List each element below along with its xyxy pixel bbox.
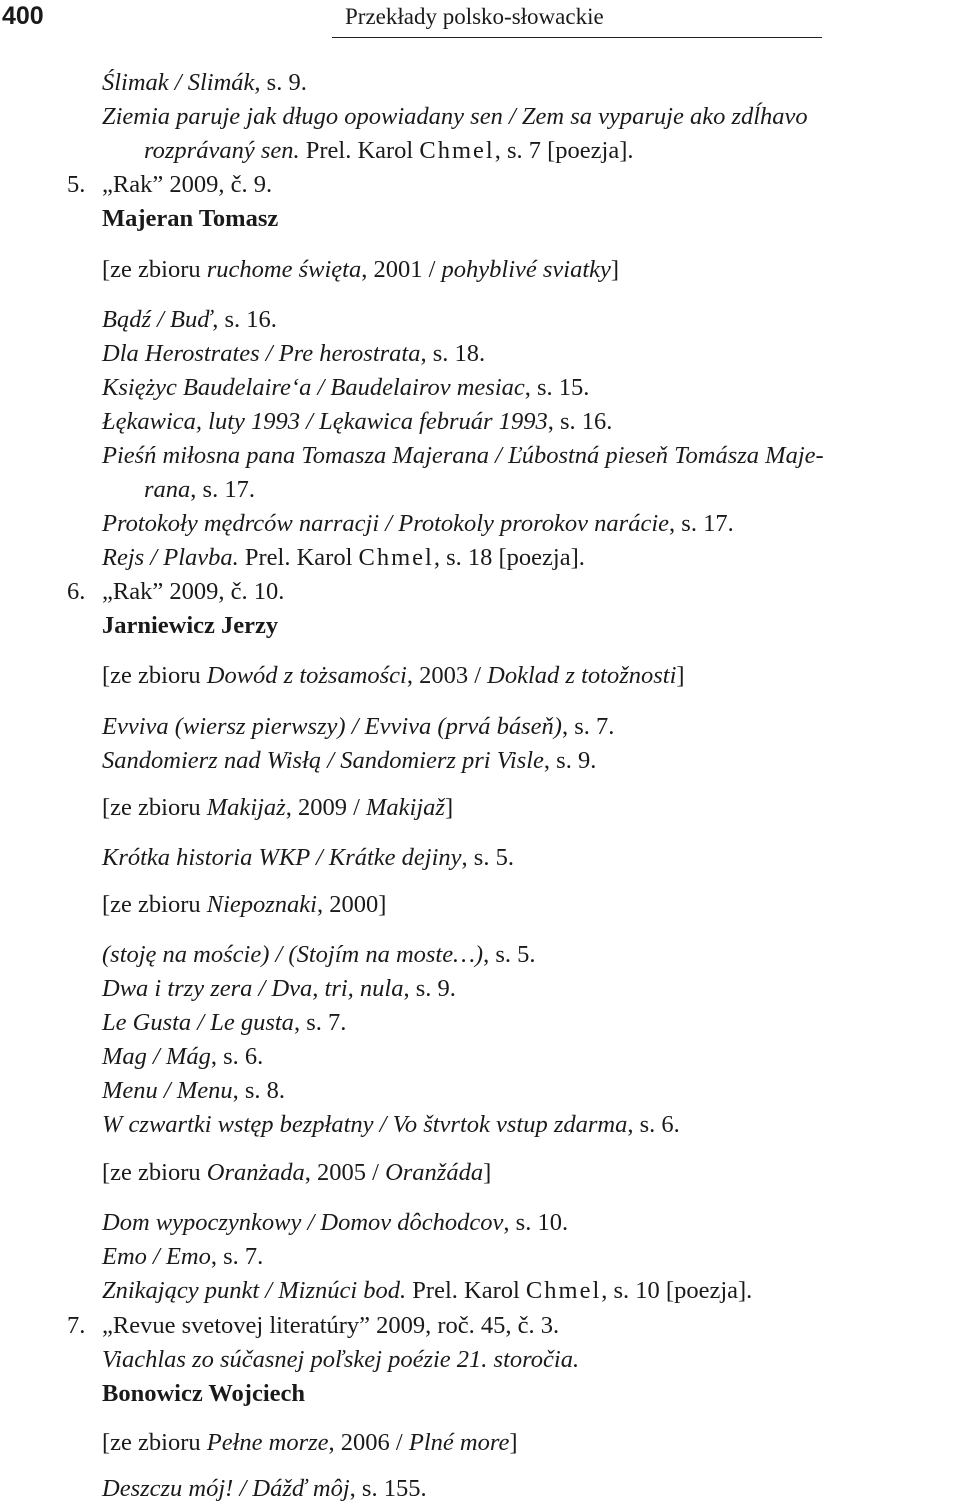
- list-item: Bądź / Buď, s. 16.: [102, 306, 277, 333]
- translator-name: Chmel: [358, 544, 434, 571]
- list-item: Księżyc Baudelaire‘a / Baudelairov mesiac, s. 15.: [102, 374, 590, 401]
- list-item: Le Gusta / Le gusta, s. 7.: [102, 1009, 347, 1036]
- list-item: Ziemia paruje jak długo opowiadany sen / Zem sa vyparuje ako zdĺhavo: [102, 103, 808, 130]
- page-number: 400: [2, 2, 44, 30]
- list-item: Deszczu mój! / Dážď môj, s. 155.: [102, 1475, 427, 1502]
- issue-entry: 6. „Rak” 2009, č. 10.: [67, 578, 285, 605]
- list-item-continuation: rana, s. 17.: [144, 476, 255, 503]
- author-heading: Jarniewicz Jerzy: [102, 612, 279, 639]
- page-header: [0, 0, 960, 40]
- collection-note: [ze zbioru Oranżada, 2005 / Oranžáda]: [102, 1159, 492, 1186]
- translator-name: Chmel: [419, 137, 495, 164]
- list-item: Menu / Menu, s. 8.: [102, 1077, 286, 1104]
- list-item: Protokoły mędrców narracji / Protokoly prorokov narácie, s. 17.: [102, 510, 734, 537]
- list-item: Dom wypoczynkowy / Domov dôchodcov, s. 10.: [102, 1209, 569, 1236]
- list-item: Emo / Emo, s. 7.: [102, 1243, 264, 1270]
- running-title: Przekłady polsko-słowackie: [345, 4, 604, 29]
- collection-note: [ze zbioru Pełne morze, 2006 / Plné more]: [102, 1429, 518, 1456]
- list-item: Sandomierz nad Wisłą / Sandomierz pri Visle, s. 9.: [102, 747, 597, 774]
- list-item: Znikający punkt / Miznúci bod. Prel. Karol Chmel, s. 10 [poezja].: [102, 1277, 753, 1304]
- section-title: Viachlas zo súčasnej poľskej poézie 21. storočia.: [102, 1346, 580, 1373]
- collection-note: [ze zbioru Dowód z tożsamości, 2003 / Doklad z totožnosti]: [102, 662, 685, 689]
- list-item: Krótka historia WKP / Krátke dejiny, s. 5.: [102, 844, 514, 871]
- list-item: W czwartki wstęp bezpłatny / Vo štvrtok vstup zdarma, s. 6.: [102, 1111, 680, 1138]
- list-item: Dla Herostrates / Pre herostrata, s. 18.: [102, 340, 486, 367]
- list-item: (stoję na moście) / (Stojím na moste…), s. 5.: [102, 941, 536, 968]
- list-item: Dwa i trzy zera / Dva, tri, nula, s. 9.: [102, 975, 456, 1002]
- list-item: Ślimak / Slimák, s. 9.: [102, 69, 307, 96]
- list-item-continuation: rozprávaný sen. Prel. Karol Chmel, s. 7 [poezja].: [144, 137, 634, 164]
- list-item: Rejs / Plavba. Prel. Karol Chmel, s. 18 [poezja].: [102, 544, 585, 571]
- collection-note: [ze zbioru ruchome święta, 2001 / pohyblivé sviatky]: [102, 256, 620, 283]
- list-item: Pieśń miłosna pana Tomasza Majerana / Ľúbostná pieseň Tomásza Maje-: [102, 442, 824, 469]
- issue-entry: 5. „Rak” 2009, č. 9.: [67, 171, 273, 198]
- header-rule: [332, 37, 822, 38]
- author-heading: Bonowicz Wojciech: [102, 1380, 306, 1407]
- list-item: Mag / Mág, s. 6.: [102, 1043, 264, 1070]
- translator-name: Chmel: [525, 1277, 602, 1304]
- list-item: Łękawica, luty 1993 / Lękawica február 1993, s. 16.: [102, 408, 613, 435]
- list-item: Evviva (wiersz pierwszy) / Evviva (prvá báseň), s. 7.: [102, 713, 615, 740]
- collection-note: [ze zbioru Makijaż, 2009 / Makijaž]: [102, 794, 454, 821]
- issue-entry: 7. „Revue svetovej literatúry” 2009, roč. 45, č. 3.: [67, 1312, 560, 1339]
- author-heading: Majeran Tomasz: [102, 205, 279, 232]
- collection-note: [ze zbioru Niepoznaki, 2000]: [102, 891, 387, 918]
